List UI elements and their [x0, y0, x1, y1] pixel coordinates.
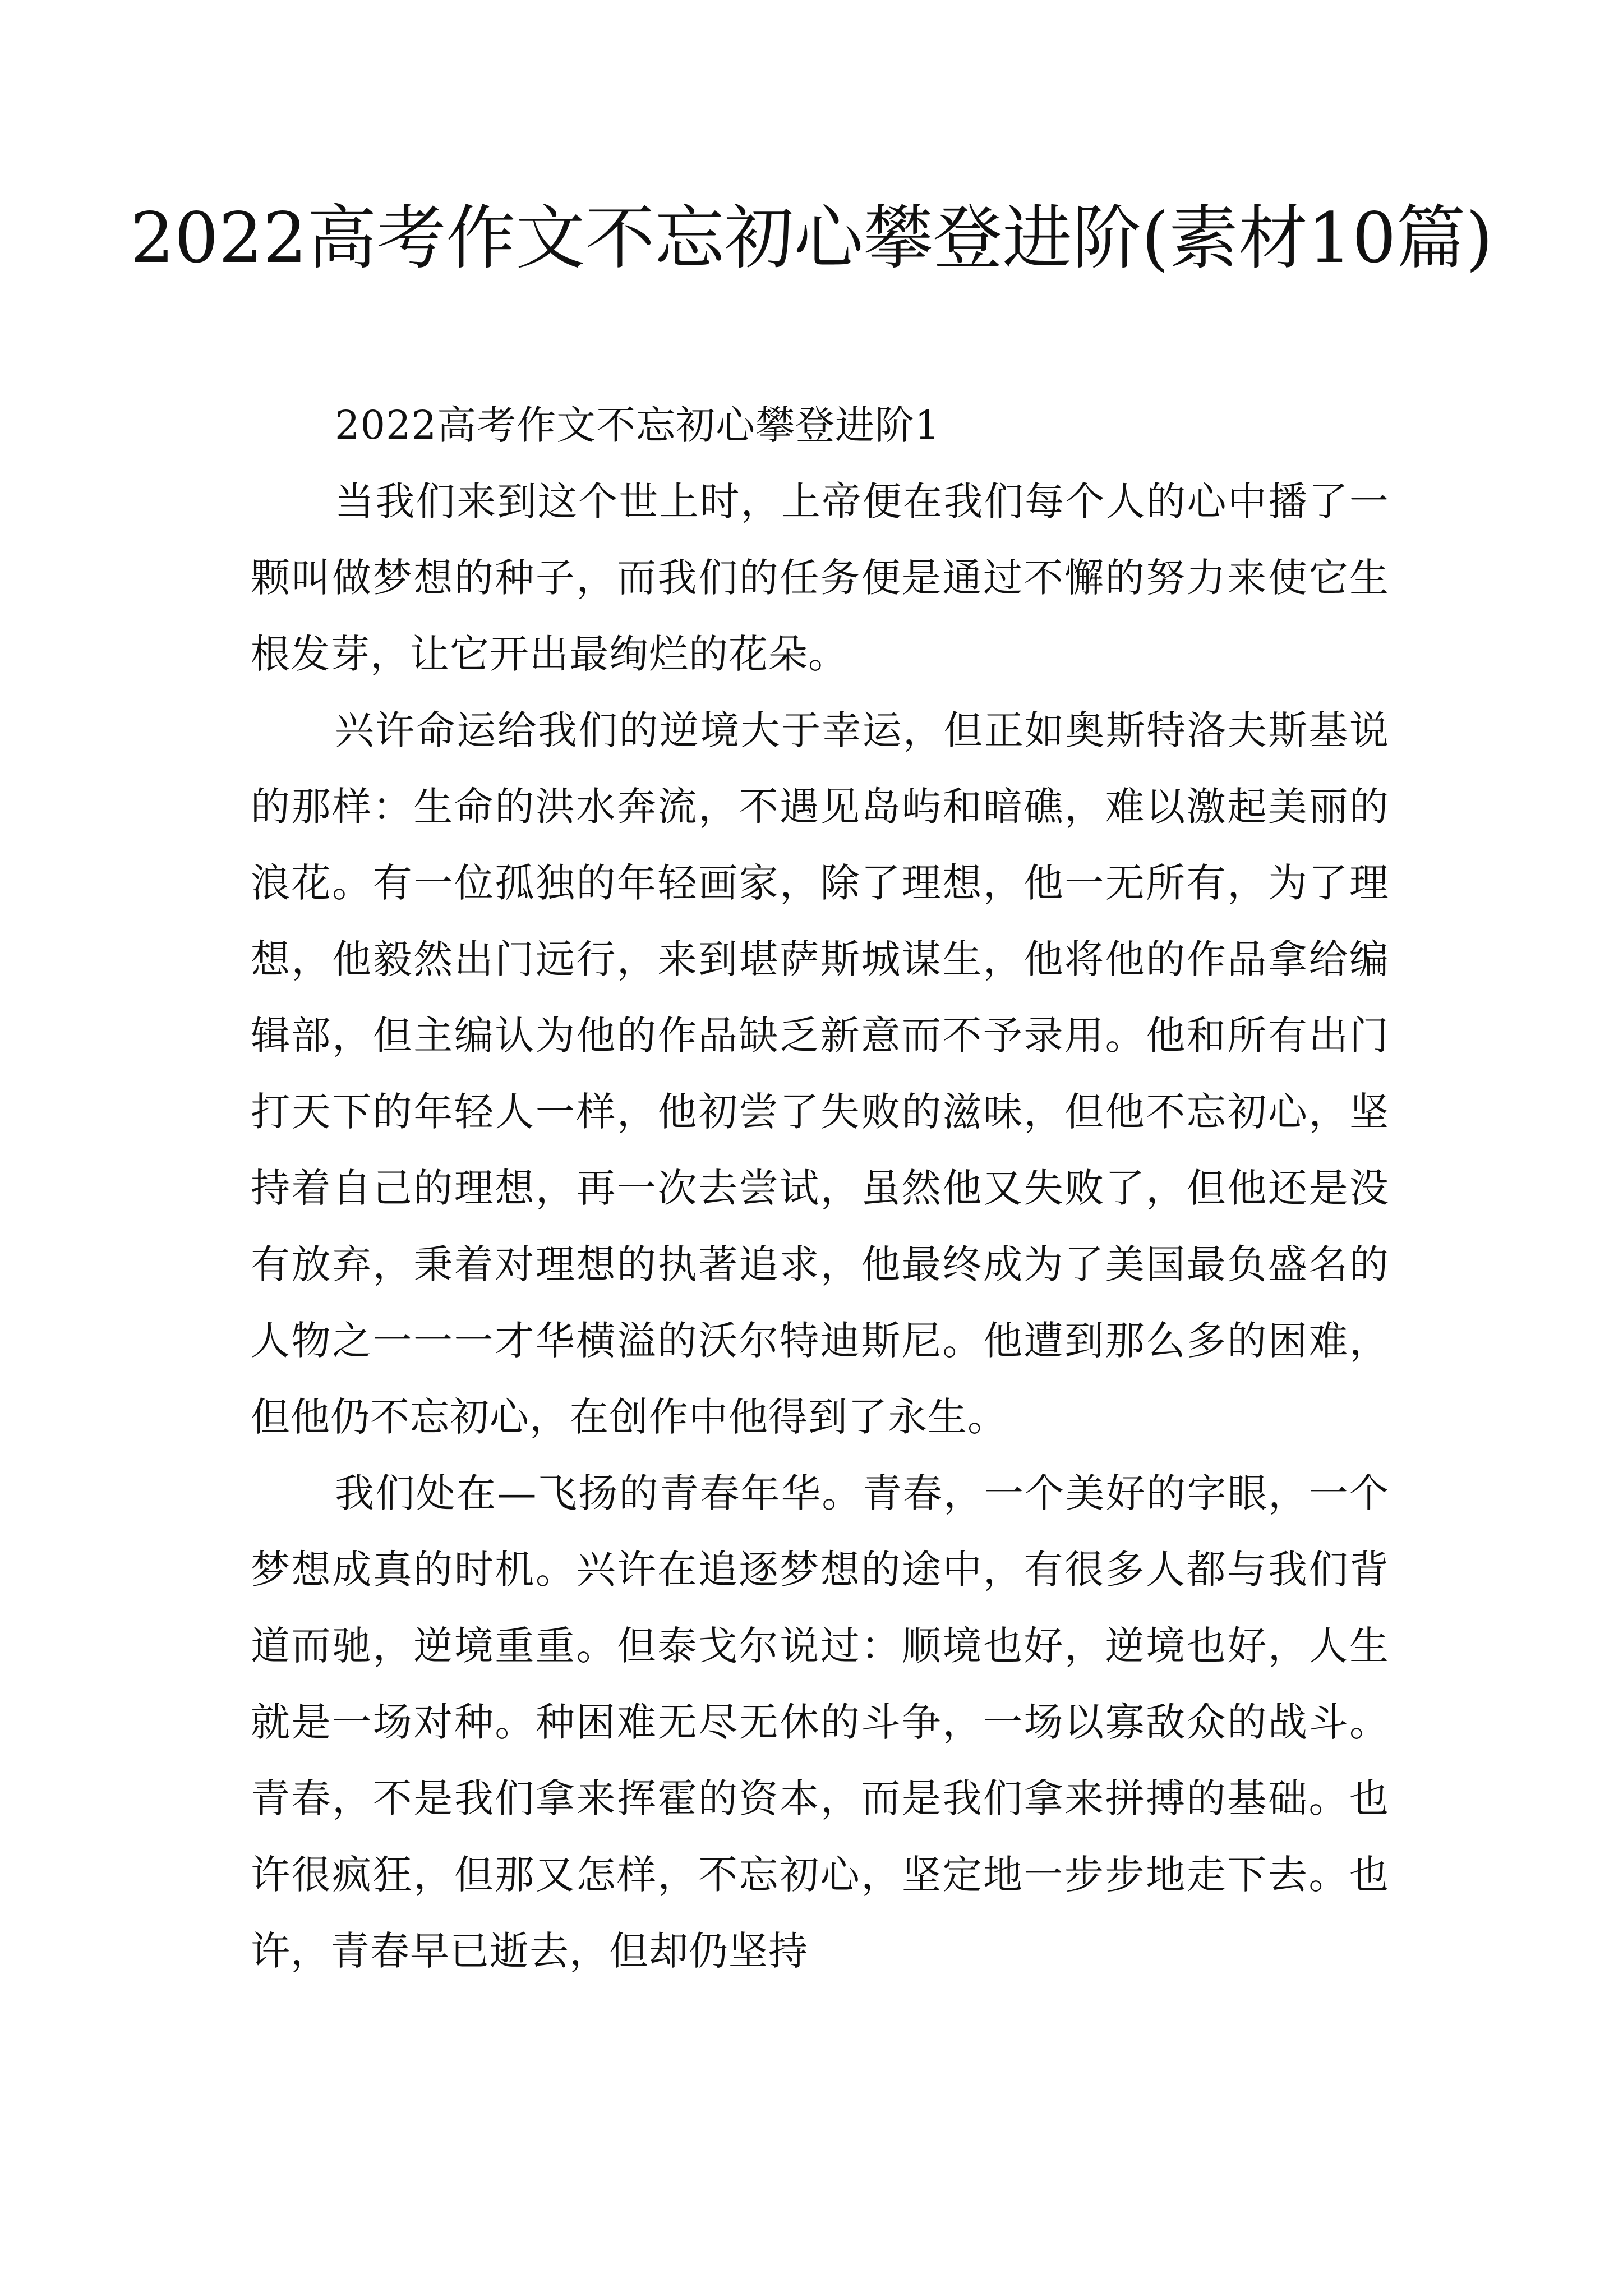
- paragraph-3: 我们处在—飞扬的青春年华。青春，一个美好的字眼，一个梦想成真的时机。兴许在追逐梦想的途中，有很多人都与我们背道而驰，逆境重重。但泰戈尔说过：顺境也好，逆境也好，人生就是一场对种。种困难无尽无休的斗争，一场以寡敌众的战斗。青春，不是我们拿来挥霍的资本，而是我们拿来拼搏的基础。也许很疯狂，但那又怎样，不忘初心，坚定地一步步地走下去。也许，青春早已逝去，但却仍坚持: [251, 1470, 1389, 1974]
- document-title: 2022高考作文不忘初心攀登进阶(素材10篇): [130, 198, 1493, 279]
- paragraph-1: 当我们来到这个世上时，上帝便在我们每个人的心中播了一颗叫做梦想的种子，而我们的任务便是通过不懈的努力来使它生根发芽，让它开出最绚烂的花朵。: [251, 478, 1389, 677]
- section-heading: 2022高考作文不忘初心攀登进阶1: [335, 402, 940, 448]
- paragraph-2: 兴许命运给我们的逆境大于幸运，但正如奥斯特洛夫斯基说的那样：生命的洪水奔流，不遇见岛屿和暗礁，难以激起美丽的浪花。有一位孤独的年轻画家，除了理想，他一无所有，为了理想，他毅然出门远行，来到堪萨斯城谋生，他将他的作品拿给编辑部，但主编认为他的作品缺乏新意而不予录用。他和所有出门打天下的年轻人一样，他初尝了失败的滋味，但他不忘初心，坚持着自己的理想，再一次去尝试，虽然他又失败了，但他还是没有放弃，秉着对理想的执著追求，他最终成为了美国最负盛名的人物之一一一才华横溢的沃尔特迪斯尼。他遭到那么多的困难，但他仍不忘初心，在创作中他得到了永生。: [251, 707, 1389, 1440]
- document-body: [251, 387, 1389, 1989]
